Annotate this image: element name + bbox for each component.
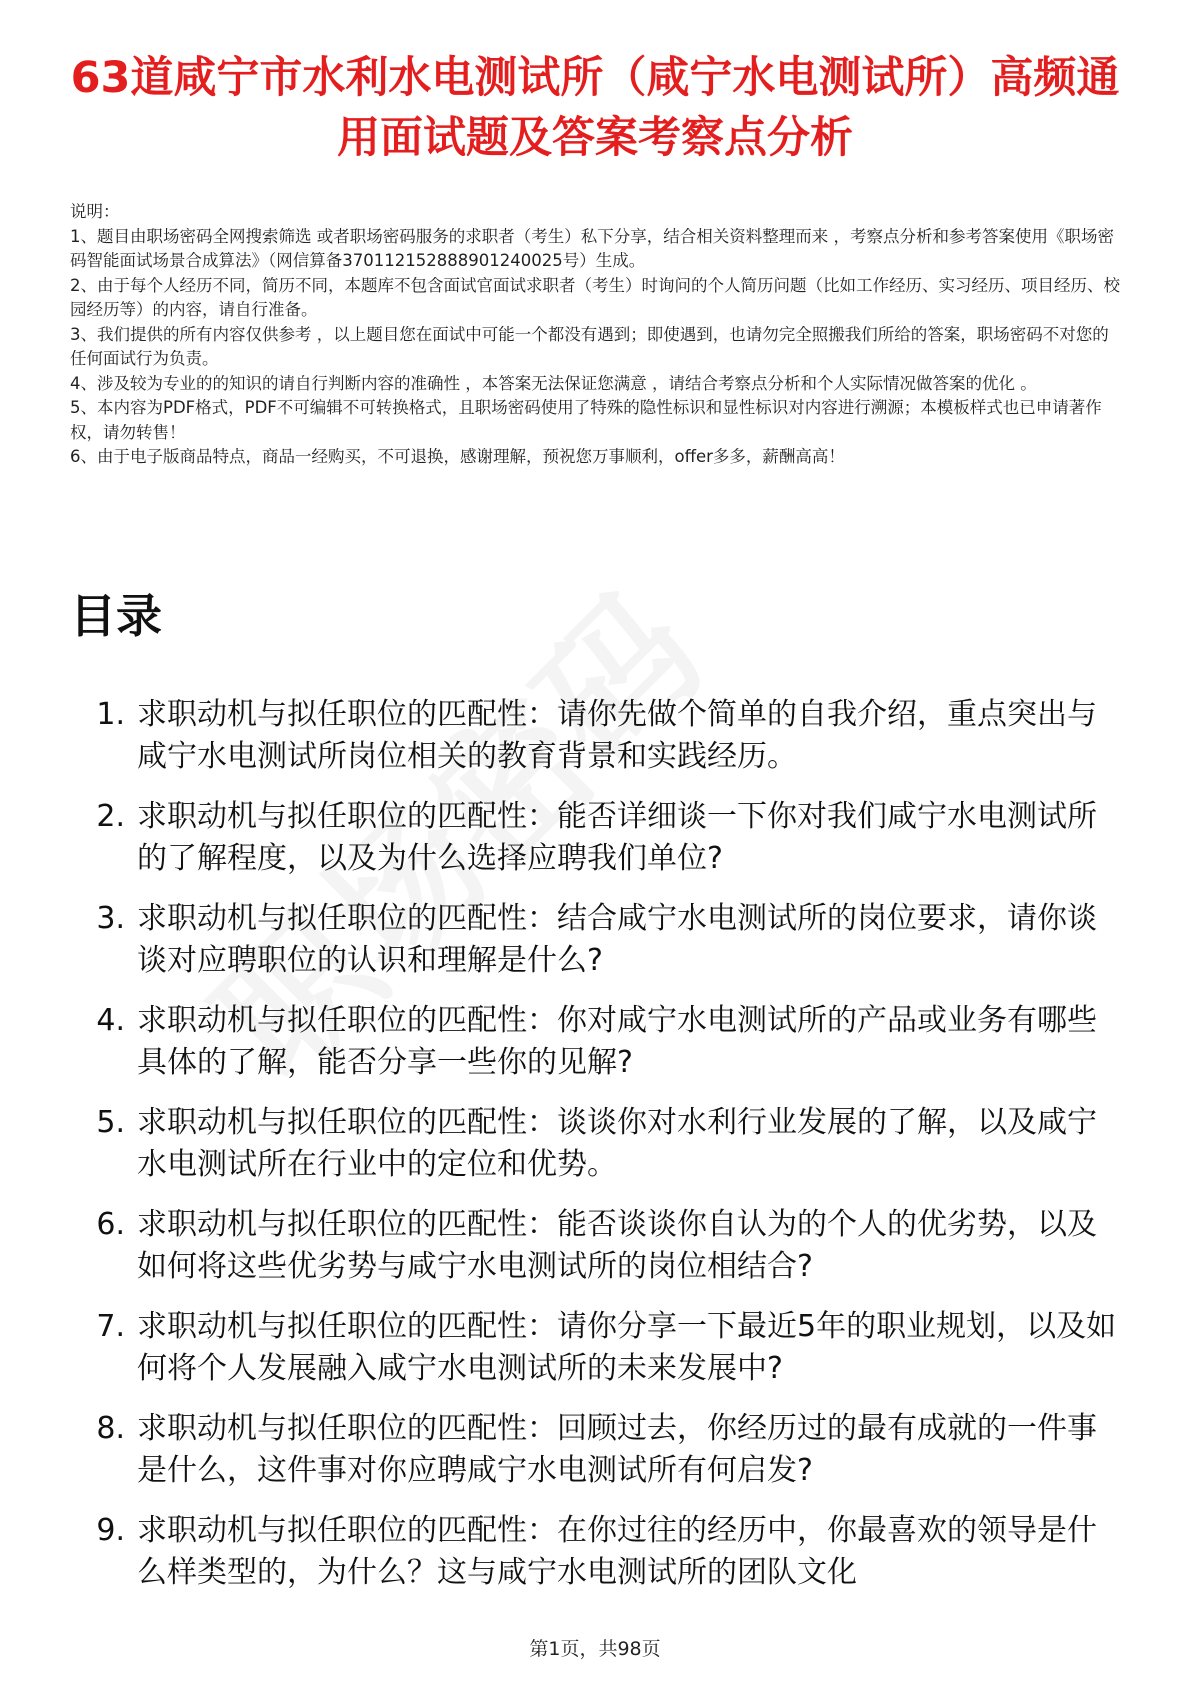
toc-item-number: 4. xyxy=(96,1003,125,1038)
note-item: 6、由于电子版商品特点，商品一经购买，不可退换，感谢理解，预祝您万事顺利，offer多多，薪酬高高！ xyxy=(70,447,845,466)
toc-item[interactable] xyxy=(70,796,1120,880)
toc-item-number: 6. xyxy=(96,1207,125,1242)
toc-item-number: 9. xyxy=(96,1513,125,1548)
notes-section xyxy=(70,200,1120,470)
toc-item-number: 3. xyxy=(96,901,125,936)
document-title: 63道咸宁市水利水电测试所（咸宁水电测试所）高频通用面试题及答案考察点分析 xyxy=(70,53,1120,163)
toc-item[interactable] xyxy=(70,1306,1120,1390)
toc-item-number: 7. xyxy=(96,1309,125,1344)
note-item: 2、由于每个人经历不同，简历不同，本题库不包含面试官面试求职者（考生）时询问的个人简历问题（比如工作经历、实习经历、项目经历、校园经历等）的内容，请自行准备。 xyxy=(70,275,1120,319)
toc-item[interactable] xyxy=(70,898,1120,982)
toc-item-text: 求职动机与拟任职位的匹配性：请你分享一下最近5年的职业规划，以及如何将个人发展融入咸宁水电测试所的未来发展中? xyxy=(137,1309,1117,1386)
toc-item-number: 1. xyxy=(96,697,125,732)
notes-heading: 说明： xyxy=(70,202,120,221)
note-item: 3、我们提供的所有内容仅供参考 ，以上题目您在面试中可能一个都没有遇到；即使遇到，也请勿完全照搬我们所给的答案，职场密码不对您的任何面试行为负责。 xyxy=(70,324,1109,368)
toc-title: 目录 xyxy=(70,589,162,643)
toc-item[interactable] xyxy=(70,694,1120,778)
toc-item[interactable] xyxy=(70,1510,1120,1594)
toc-item-number: 8. xyxy=(96,1411,125,1446)
toc-item[interactable] xyxy=(70,1204,1120,1288)
toc-item[interactable] xyxy=(70,1102,1120,1186)
toc-item-text: 求职动机与拟任职位的匹配性：回顾过去，你经历过的最有成就的一件事是什么，这件事对你应聘咸宁水电测试所有何启发? xyxy=(137,1411,1097,1488)
toc-item-text: 求职动机与拟任职位的匹配性：在你过往的经历中，你最喜欢的领导是什么样类型的，为什么？这与咸宁水电测试所的团队文化 xyxy=(137,1513,1097,1590)
toc-item-text: 求职动机与拟任职位的匹配性：谈谈你对水利行业发展的了解，以及咸宁水电测试所在行业中的定位和优势。 xyxy=(137,1105,1097,1182)
toc-item-text: 求职动机与拟任职位的匹配性：结合咸宁水电测试所的岗位要求，请你谈谈对应聘职位的认识和理解是什么? xyxy=(137,901,1097,978)
note-item: 5、本内容为PDF格式，PDF不可编辑不可转换格式，且职场密码使用了特殊的隐性标识和显性标识对内容进行溯源；本模板样式也已申请著作权，请勿转售！ xyxy=(70,398,1102,442)
toc-item[interactable] xyxy=(70,1000,1120,1084)
toc-item[interactable] xyxy=(70,1408,1120,1492)
toc-item-number: 5. xyxy=(96,1105,125,1140)
toc-item-text: 求职动机与拟任职位的匹配性：能否谈谈你自认为的个人的优劣势，以及如何将这些优劣势与咸宁水电测试所的岗位相结合? xyxy=(137,1207,1097,1284)
toc-item-text: 求职动机与拟任职位的匹配性：请你先做个简单的自我介绍，重点突出与咸宁水电测试所岗位相关的教育背景和实践经历。 xyxy=(137,697,1097,774)
note-item: 4、涉及较为专业的的知识的请自行判断内容的准确性 ，本答案无法保证您满意 ，请结合考察点分析和个人实际情况做答案的优化 。 xyxy=(70,373,1037,393)
toc-item-text: 求职动机与拟任职位的匹配性：你对咸宁水电测试所的产品或业务有哪些具体的了解，能否分享一些你的见解? xyxy=(137,1003,1097,1080)
page-footer: 第1页，共98页 xyxy=(529,1638,661,1660)
toc-item-text: 求职动机与拟任职位的匹配性：能否详细谈一下你对我们咸宁水电测试所的了解程度，以及为什么选择应聘我们单位? xyxy=(137,799,1097,876)
toc-list xyxy=(70,694,1120,1612)
note-item: 1、题目由职场密码全网搜索筛选 或者职场密码服务的求职者（考生）私下分享，结合相关资料整理而来 ，考察点分析和参考答案使用《职场密码智能面试场景合成算法》（网信算备370112152888901240025号）生成。 xyxy=(70,226,1114,270)
toc-item-number: 2. xyxy=(96,799,125,834)
